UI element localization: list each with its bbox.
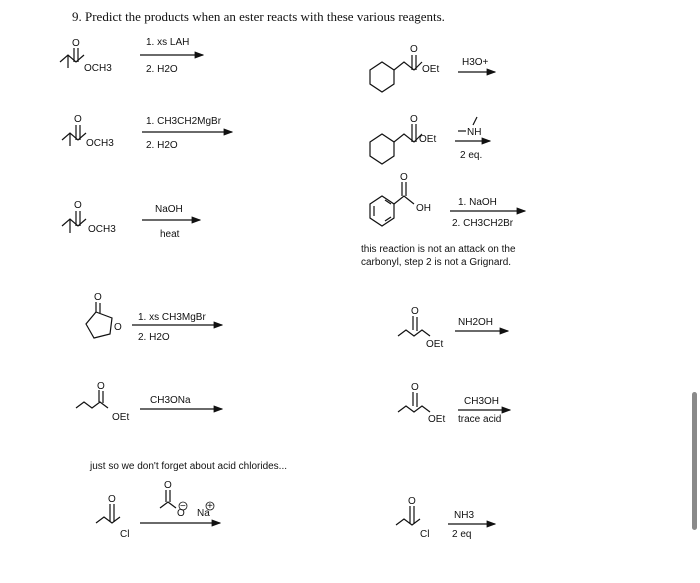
reagent-step2-12: 2 eq [452,529,472,540]
ester-structure-10 [398,382,430,412]
reagent-step1-5: CH3ONa [150,395,191,406]
acid-chloride-structure-11 [96,494,120,523]
acetate-reagent [160,480,214,519]
carbonyl-o-label: O [411,382,419,393]
ester-structure-2 [62,114,86,146]
ester-structure-3 [62,200,86,233]
vertical-scrollbar[interactable] [692,392,697,530]
reaction-2 [62,114,232,151]
grignard-note-line2: carbonyl, step 2 is not a Grignard. [361,257,512,268]
reagent-step1-4: 1. xs CH3MgBr [138,312,206,323]
reagent-step1-9: NH2OH [458,317,494,328]
amine-methyl-bond [473,117,477,125]
ester-structure-6 [370,44,422,92]
carbonyl-o-label: O [108,494,116,505]
reagent-step1-3: NaOH [155,204,183,215]
reaction-4 [86,292,222,343]
acid-structure-8 [370,172,414,226]
ester-structure-1 [60,38,84,68]
reaction-3 [62,200,200,240]
ester-structure-9 [398,306,430,336]
reaction-6 [370,44,495,92]
reagent-step2-11: Na [197,508,210,519]
ester-structure-7 [370,114,422,164]
carbonyl-o-label: O [72,38,80,49]
acid-chloride-structure-12 [396,496,420,525]
reagent-step2-2: 2. H2O [146,140,178,151]
reaction-8 [370,172,525,229]
group-label-1: OCH3 [84,63,112,74]
reagent-step1-8: 1. NaOH [458,197,497,208]
carbonyl-o-label: O [94,292,102,303]
group-label-11: Cl [120,529,130,540]
reagent-step1-7: NH [467,127,482,138]
reagent-step1-6: H3O+ [462,57,489,68]
group-label-7: OEt [419,134,437,145]
carbonyl-o-label: O [411,306,419,317]
ester-structure-5 [76,381,108,408]
reagent-step2-3: heat [160,229,180,240]
carbonyl-o-label: O [400,172,408,183]
reagent-step2-4: 2. H2O [138,332,170,343]
group-label-6: OEt [422,64,440,75]
group-label-3: OCH3 [88,224,116,235]
group-label-4: O [114,322,122,333]
reagent-step1-1: 1. xs LAH [146,37,190,48]
carbonyl-o-label: O [410,114,418,125]
reagent-step2-8: 2. CH3CH2Br [452,218,514,229]
group-label-8: OH [416,203,431,214]
reaction-1 [60,37,203,75]
carbonyl-o-label: O [74,200,82,211]
reagent-step2-7: 2 eq. [460,150,483,161]
group-label-9: OEt [426,339,444,350]
reagent-step2-1: 2. H2O [146,64,178,75]
group-label-10: OEt [428,414,446,425]
group-label-2: OCH3 [86,138,114,149]
group-label-12: Cl [420,529,430,540]
question-number: 9. [72,9,82,24]
plus-charge: + [207,501,213,512]
carbonyl-o-label: O [97,381,105,392]
reaction-7 [370,114,490,164]
reagent-step1-2: 1. CH3CH2MgBr [146,116,222,127]
carbonyl-o-label: O [74,114,82,125]
carbonyl-o-label: O [410,44,418,55]
lactone-structure [86,292,112,338]
reaction-12 [396,496,495,540]
grignard-note-line1: this reaction is not an attack on the [361,244,516,255]
acid-chloride-note: just so we don't forget about acid chlorides... [90,461,288,472]
group-label-5: OEt [112,412,130,423]
carbonyl-o-label: O [164,480,172,491]
reaction-10 [398,382,510,425]
reagent-step1-12: NH3 [454,510,475,521]
reaction-9 [398,306,508,350]
reagent-step1-10: CH3OH [464,396,500,407]
reaction-11 [96,480,220,540]
minus-charge: − [180,501,186,512]
question-text: Predict the products when an ester reacts with these various reagents. [85,9,445,24]
reaction-5 [76,381,222,423]
carbonyl-o-label: O [408,496,416,507]
reagent-step2-10: trace acid [458,414,502,425]
reagent-step1-11: O [177,508,185,519]
